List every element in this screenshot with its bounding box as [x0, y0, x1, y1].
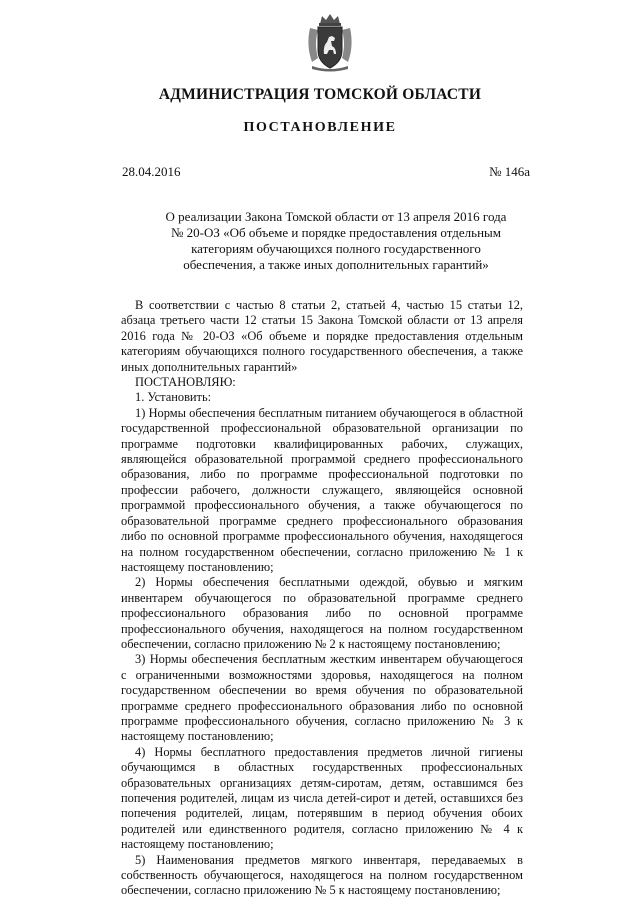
clause-item: 4) Нормы бесплатного предоставления предметов личной гигиены обучающимся в областных государственных профессиональных образовательных организациях детям-сиротам, детям, оставшимся без попечения родителей, лицам из числа детей-сирот и детей, оставшихся без попечения родителей, лицам, потерявшим в период обучения обоих родителей или единственного родителя, согласно приложению № 4 к настоящему постановлению;: [121, 744, 523, 852]
subject-line: категориям обучающихся полного государственного: [191, 241, 481, 256]
clause-heading: 1. Установить:: [135, 390, 212, 405]
clause-item: 5) Наименования предметов мягкого инвентаря, передаваемых в собственность обучающегося, находящегося на полном государственном обеспечении, согласно приложению № 5 к настоящему постановлению;: [121, 852, 523, 898]
clause-item: 1) Нормы обеспечения бесплатным питанием обучающегося в областной государственной профессиональной образовательной организации по программе подготовки квалифицированных рабочих, служащих, являющейся образовательной программой среднего профессионального образования, либо по программе профессиональной подготовки по профессии рабочего, должности служащего, являющейся основной программой профессионального обучения, а также обучающегося по образовательной программе среднего профессионального образования либо по основной программе профессионального обучения, находящегося на полном государственном обеспечении, согласно приложению № 1 к настоящему постановлению;: [121, 405, 523, 574]
document-subject: [150, 209, 522, 273]
decree-line: ПОСТАНОВЛЯЮ:: [135, 375, 236, 390]
document-date: 28.04.2016: [122, 164, 181, 179]
organization-name: АДМИНИСТРАЦИЯ ТОМСКОЙ ОБЛАСТИ: [158, 86, 482, 103]
coat-of-arms-icon: [298, 10, 362, 74]
subject-line: О реализации Закона Томской области от 13 апреля 2016 года: [165, 209, 507, 224]
document-body: [121, 298, 523, 899]
subject-line: № 20-ОЗ «Об объеме и порядке предоставления отдельным: [171, 225, 501, 240]
document-type: ПОСТАНОВЛЕНИЕ: [243, 120, 397, 135]
clause-item: 3) Нормы обеспечения бесплатным жестким инвентарем обучающегося с ограниченными возможностями здоровья, находящегося на полном государственном обеспечении во время обучения по образовательной программе среднего профессионального образования либо по основной программе профессионального обучения, согласно приложению № 3 к настоящему постановлению;: [121, 652, 523, 744]
clause-item: 2) Нормы обеспечения бесплатными одеждой, обувью и мягким инвентарем обучающегося по образовательной программе среднего профессионального образования либо по основной программе профессионального обучения, находящегося на полном государственном обеспечении, согласно приложению № 2 к настоящему постановлению;: [121, 575, 523, 651]
document-number: № 146а: [489, 164, 530, 179]
subject-line: обеспечения, а также иных дополнительных гарантий»: [183, 257, 489, 272]
preamble-paragraph: В соответствии с частью 8 статьи 2, статьей 4, частью 15 статьи 12, абзаца третьего части 12 статьи 15 Закона Томской области от 13 апреля 2016 года № 20-ОЗ «Об объеме и порядке предоставления отдельным категориям обучающихся полного государственного обеспечения, а также иных дополнительных гарантий»: [121, 298, 523, 374]
